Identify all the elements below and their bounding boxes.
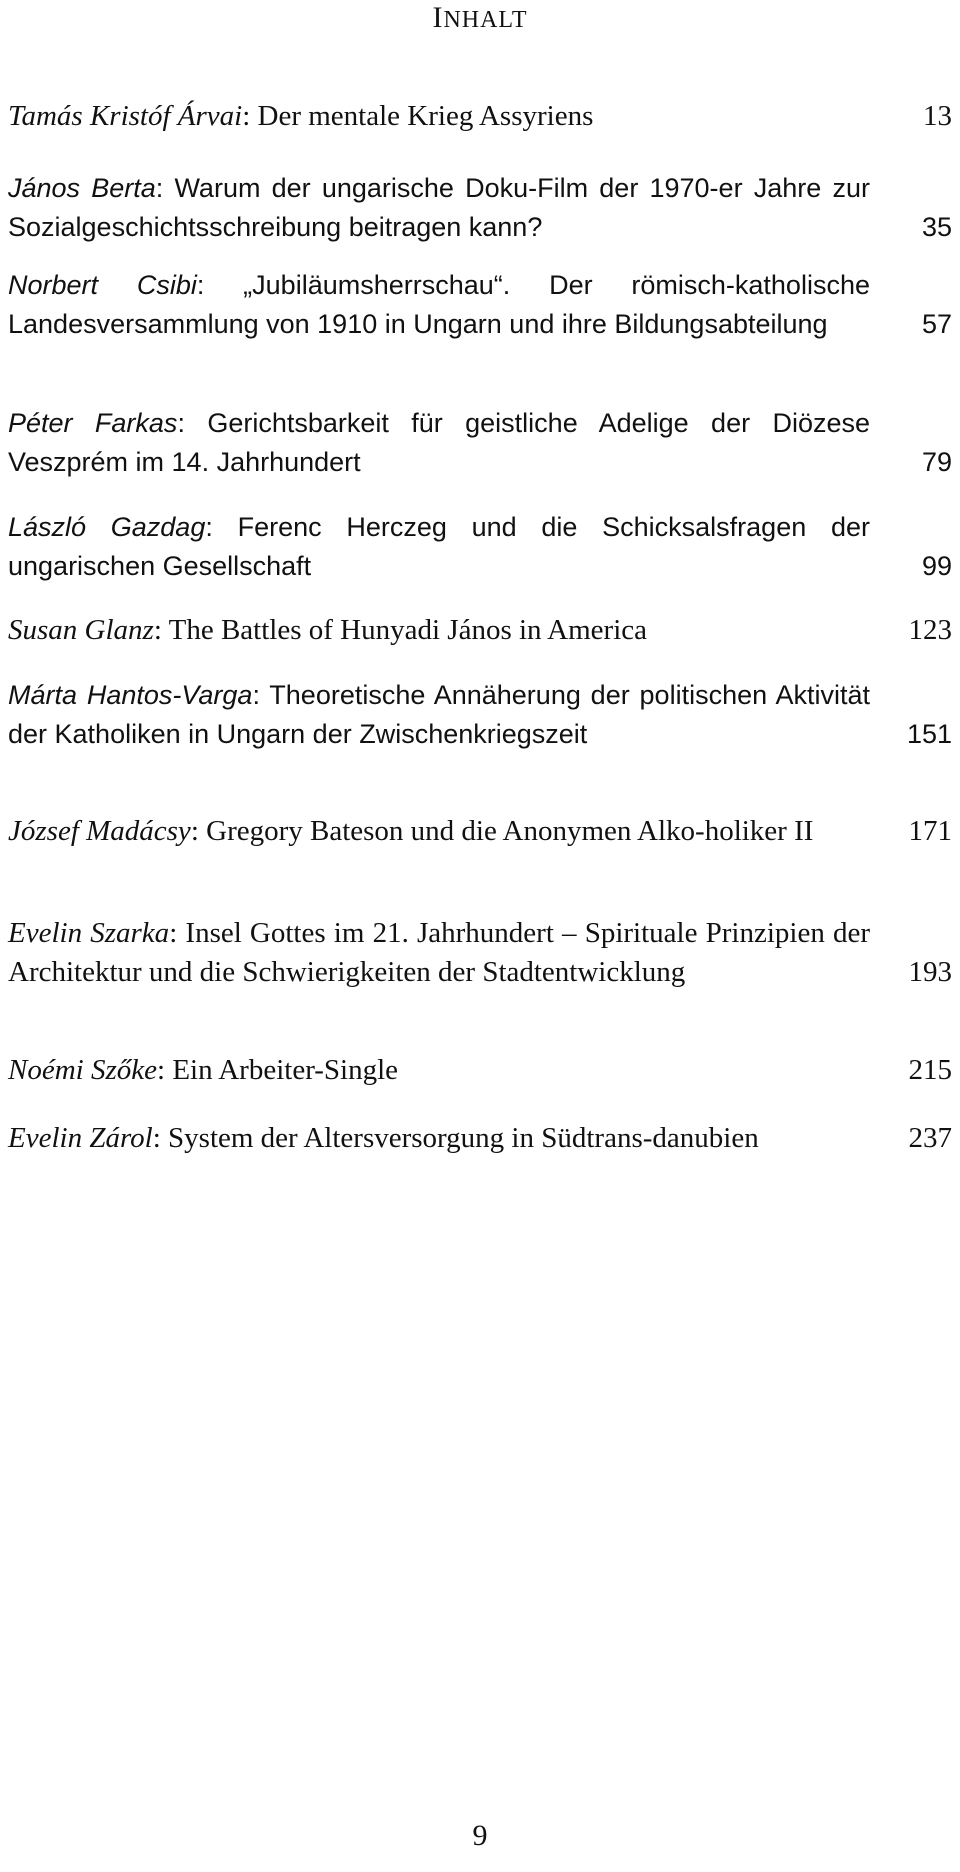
toc-entry-text: Evelin Zárol: System der Altersversorgung in Südtrans-danubien xyxy=(8,1122,759,1154)
toc-page-number: 237 xyxy=(908,1122,952,1154)
toc-title: Ferenc Herczeg und die Schicksalsfragen der ungarischen Gesellschaft xyxy=(8,512,870,581)
toc-title: Gregory Bateson und die Anonymen Alko-holiker II xyxy=(206,815,814,847)
toc-author: Noémi Szőke xyxy=(8,1054,157,1086)
toc-entry-text: Norbert Csibi: „Jubiläumsherrschau“. Der römisch-katholische Landesversammlung von 1910 in Ungarn und ihre Bildungsabteilung xyxy=(8,270,870,339)
toc-title: „Jubiläumsherrschau“. Der römisch-katholische Landesversammlung von 1910 in Ungarn und ihre Bildungsabteilung xyxy=(8,270,870,339)
toc-author: Norbert Csibi xyxy=(8,270,197,300)
toc-entry-csibi xyxy=(8,266,956,344)
toc-entry-farkas xyxy=(8,404,956,482)
toc-title: Gerichtsbarkeit für geistliche Adelige der Diözese Veszprém im 14. Jahrhundert xyxy=(8,408,870,477)
page-title-rest: NHALT xyxy=(443,7,528,33)
toc-entry-text: József Madácsy: Gregory Bateson und die Anonymen Alko-holiker II xyxy=(8,815,814,847)
toc-entry-hantos-varga xyxy=(8,676,956,754)
toc-page-number: 215 xyxy=(908,1054,952,1086)
toc-title: Insel Gottes im 21. Jahrhundert – Spirituale Prinzipien der Architektur und die Schwierigkeiten der Stadtentwicklung xyxy=(8,917,871,988)
toc-author: Tamás Kristóf Árvai xyxy=(8,100,243,132)
toc-author: László Gazdag xyxy=(8,512,206,542)
toc-entry-szoke xyxy=(8,1051,956,1090)
toc-entry-berta xyxy=(8,169,956,247)
toc-entry-text: László Gazdag: Ferenc Herczeg und die Schicksalsfragen der ungarischen Gesellschaft xyxy=(8,512,870,581)
toc-page-number: 171 xyxy=(908,815,952,847)
toc-title: System der Altersversorgung in Südtrans-danubien xyxy=(168,1122,759,1154)
toc-entry-text: Márta Hantos-Varga: Theoretische Annäherung der politischen Aktivität der Katholiken in Ungarn der Zwischenkriegszeit xyxy=(8,680,870,749)
toc-entry-text: Tamás Kristóf Árvai: Der mentale Krieg Assyriens xyxy=(8,100,594,132)
toc-entry-text: Evelin Szarka: Insel Gottes im 21. Jahrhundert – Spirituale Prinzipien der Architektur und die Schwierigkeiten der Stadtentwicklung xyxy=(8,917,871,988)
page-title xyxy=(0,0,960,38)
toc-page-number: 151 xyxy=(906,719,952,749)
toc-title: Ein Arbeiter-Single xyxy=(172,1054,399,1086)
toc-page-number: 99 xyxy=(921,551,952,581)
toc-author: Evelin Szarka xyxy=(8,917,170,949)
toc-title: Der mentale Krieg Assyriens xyxy=(257,100,594,132)
toc-author: Péter Farkas xyxy=(8,408,178,438)
toc-page-number: 57 xyxy=(921,309,952,339)
toc-entry-gazdag xyxy=(8,508,956,586)
toc-entry-text: Péter Farkas: Gerichtsbarkeit für geistliche Adelige der Diözese Veszprém im 14. Jahrhundert xyxy=(8,408,870,477)
page-title-initial: I xyxy=(432,1,444,34)
toc-title: The Battles of Hunyadi János in America xyxy=(168,614,648,646)
toc-page-number: 193 xyxy=(908,956,952,988)
toc-entry-text: Noémi Szőke: Ein Arbeiter-Single xyxy=(8,1054,399,1086)
toc-author: Márta Hantos-Varga xyxy=(8,680,253,710)
toc-entry-zarol xyxy=(8,1119,956,1158)
toc-author: János Berta xyxy=(8,173,156,203)
toc-entry-text: János Berta: Warum der ungarische Doku-Film der 1970-er Jahre zur Sozialgeschichtsschreibung beitragen kann? xyxy=(8,173,870,242)
toc-author: Evelin Zárol xyxy=(8,1122,153,1154)
toc-page-number: 35 xyxy=(921,212,952,242)
toc-author: Susan Glanz xyxy=(8,614,154,646)
toc-entry-szarka xyxy=(8,914,956,992)
toc-page-number: 123 xyxy=(908,614,952,646)
toc-page-number: 79 xyxy=(921,447,952,477)
toc-entry-text: Susan Glanz: The Battles of Hunyadi János in America xyxy=(8,614,648,646)
toc-title: Theoretische Annäherung der politischen Aktivität der Katholiken in Ungarn der Zwischenkriegszeit xyxy=(8,680,870,749)
toc-page-number: 13 xyxy=(923,100,952,132)
toc-entry-arvai xyxy=(8,97,956,136)
toc-title: Warum der ungarische Doku-Film der 1970-er Jahre zur Sozialgeschichtsschreibung beitragen kann? xyxy=(8,173,870,242)
toc-entry-madacsy xyxy=(8,812,956,851)
page-number-footer: 9 xyxy=(472,1819,488,1852)
toc-author: József Madácsy xyxy=(8,815,191,847)
toc-entry-glanz xyxy=(8,611,956,650)
